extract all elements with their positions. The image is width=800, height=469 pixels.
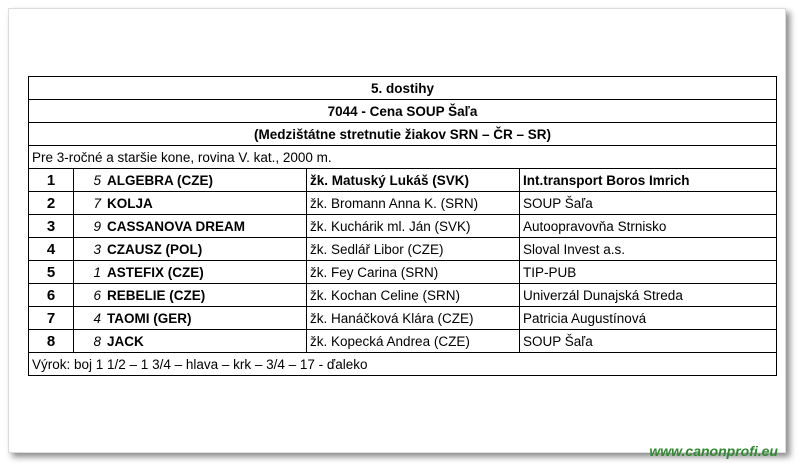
race-title: 5. dostihy (29, 77, 777, 100)
jockey-cell: žk. Bromann Anna K. (SRN) (307, 192, 520, 215)
owner-cell: SOUP Šaľa (520, 192, 777, 215)
place-cell: 1 (29, 169, 74, 192)
conditions-row (29, 146, 777, 169)
place-cell: 4 (29, 238, 74, 261)
number-cell: 6 (74, 284, 105, 307)
horse-cell: ASTEFIX (CZE) (104, 261, 307, 284)
owner-cell: Int.transport Boros Imrich (520, 169, 777, 192)
race-event: (Medzištátne stretnutie žiakov SRN – ČR – SR) (29, 123, 777, 146)
watermark-text: www.canonprofi.eu (649, 443, 778, 459)
number-cell: 5 (74, 169, 105, 192)
place-cell: 6 (29, 284, 74, 307)
title-row (29, 77, 777, 100)
place-cell: 8 (29, 330, 74, 353)
horse-cell: TAOMI (GER) (104, 307, 307, 330)
horse-cell: CZAUSZ (POL) (104, 238, 307, 261)
number-cell: 4 (74, 307, 105, 330)
owner-cell: Patricia Augustínová (520, 307, 777, 330)
table-row (29, 215, 777, 238)
verdict-row (29, 353, 777, 376)
horse-cell: CASSANOVA DREAM (104, 215, 307, 238)
jockey-cell: žk. Kopecká Andrea (CZE) (307, 330, 520, 353)
subtitle-row (29, 100, 777, 123)
owner-cell: Sloval Invest a.s. (520, 238, 777, 261)
jockey-cell: žk. Kochan Celine (SRN) (307, 284, 520, 307)
owner-cell: SOUP Šaľa (520, 330, 777, 353)
jockey-cell: žk. Sedlář Libor (CZE) (307, 238, 520, 261)
horse-cell: KOLJA (104, 192, 307, 215)
jockey-cell: žk. Fey Carina (SRN) (307, 261, 520, 284)
race-name: 7044 - Cena SOUP Šaľa (29, 100, 777, 123)
place-cell: 3 (29, 215, 74, 238)
jockey-cell: žk. Hanáčková Klára (CZE) (307, 307, 520, 330)
result-rows (29, 169, 777, 353)
race-results-table (28, 76, 777, 376)
number-cell: 1 (74, 261, 105, 284)
place-cell: 7 (29, 307, 74, 330)
place-cell: 5 (29, 261, 74, 284)
number-cell: 9 (74, 215, 105, 238)
horse-cell: ALGEBRA (CZE) (104, 169, 307, 192)
number-cell: 3 (74, 238, 105, 261)
horse-cell: JACK (104, 330, 307, 353)
owner-cell: TIP-PUB (520, 261, 777, 284)
race-conditions: Pre 3-ročné a staršie kone, rovina V. kat., 2000 m. (29, 146, 777, 169)
owner-cell: Autoopravovňa Strnisko (520, 215, 777, 238)
subtitle2-row (29, 123, 777, 146)
verdict-text: Výrok: boj 1 1/2 – 1 3/4 – hlava – krk – 3/4 – 17 - ďaleko (29, 353, 777, 376)
table-row (29, 238, 777, 261)
number-cell: 7 (74, 192, 105, 215)
table-row (29, 307, 777, 330)
place-cell: 2 (29, 192, 74, 215)
table-row (29, 192, 777, 215)
jockey-cell: žk. Kuchárik ml. Ján (SVK) (307, 215, 520, 238)
horse-cell: REBELIE (CZE) (104, 284, 307, 307)
table-row (29, 284, 777, 307)
table-row (29, 169, 777, 192)
number-cell: 8 (74, 330, 105, 353)
table-row (29, 330, 777, 353)
jockey-cell: žk. Matuský Lukáš (SVK) (307, 169, 520, 192)
owner-cell: Univerzál Dunajská Streda (520, 284, 777, 307)
table-row (29, 261, 777, 284)
